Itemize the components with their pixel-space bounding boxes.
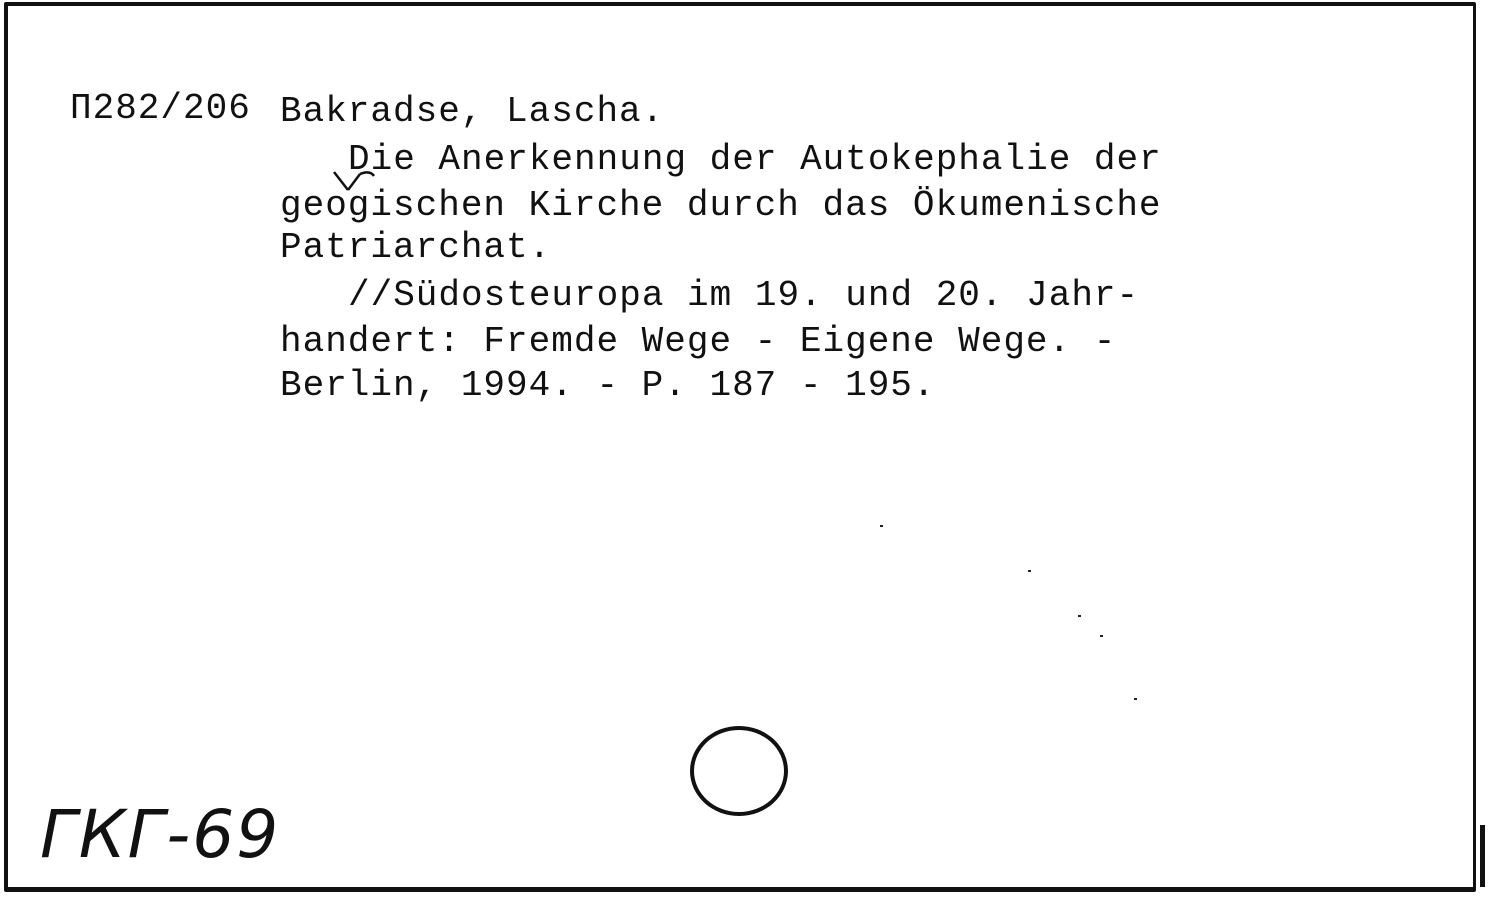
source-line-2: handert: Fremde Wege - Eigene Wege. - — [280, 321, 1117, 362]
speck — [1078, 615, 1081, 617]
card-edge-mark — [1480, 825, 1485, 887]
speck — [1100, 635, 1103, 637]
speck — [1134, 698, 1137, 700]
shelfmark: П282/206 — [70, 88, 251, 129]
speck — [880, 525, 883, 527]
handwritten-correction-mark — [330, 166, 378, 198]
source-line-1: //Südosteuropa im 19. und 20. Jahr- — [348, 275, 1140, 316]
source-line-3: Berlin, 1994. - P. 187 - 195. — [280, 365, 936, 406]
speck — [1028, 570, 1031, 572]
punch-hole — [690, 726, 788, 816]
title-line-1: Die Anerkennung der Autokephalie der — [348, 139, 1162, 180]
handwritten-code: ГКГ-69 — [40, 796, 281, 873]
title-line-3: Patriarchat. — [280, 227, 552, 268]
author-line: Bakradse, Lascha. — [280, 91, 665, 132]
title-line-2: geogischen Kirche durch das Ökumenische — [280, 185, 1162, 226]
